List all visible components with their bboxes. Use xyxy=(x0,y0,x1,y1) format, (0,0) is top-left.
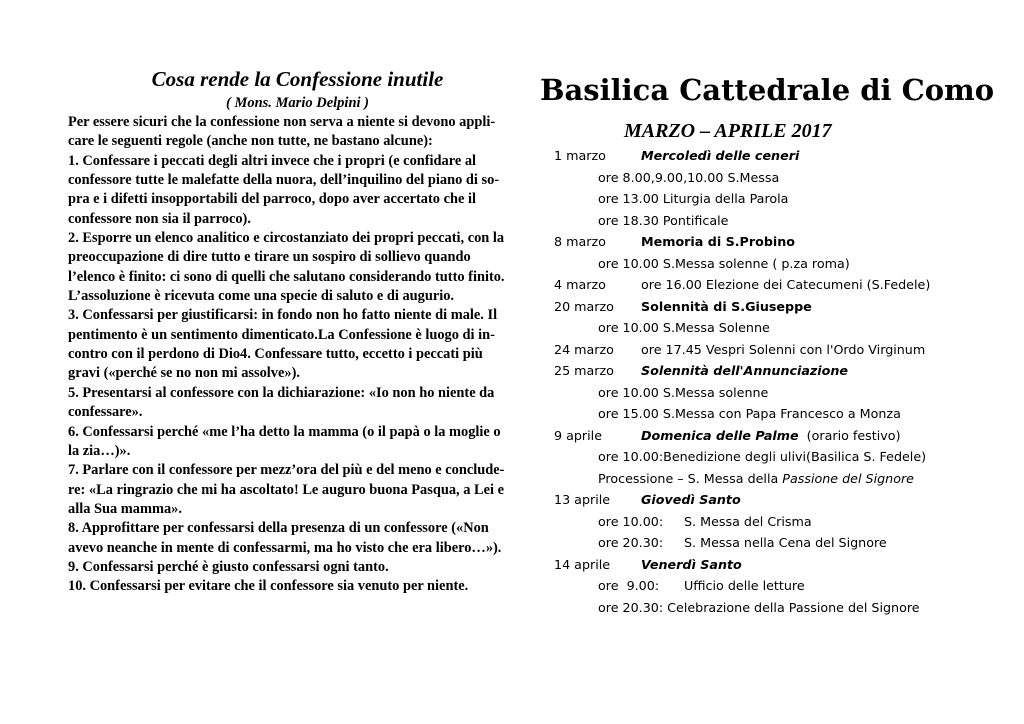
schedule-detail: ore 20.30: Celebrazione della Passione del Signore xyxy=(598,599,920,615)
schedule-desc: Ufficio delle letture xyxy=(684,578,805,593)
schedule-detail: ore 15.00 S.Messa con Papa Francesco a Monza xyxy=(598,406,901,421)
schedule-time: ore 20.30: xyxy=(598,535,664,550)
article-title: Cosa rende la Confessione inutile xyxy=(151,67,444,91)
schedule-event: Domenica delle Palme xyxy=(641,427,799,443)
schedule-row xyxy=(540,167,980,189)
schedule-event: Memoria di S.Probino xyxy=(641,234,796,249)
schedule-date: 25 marzo xyxy=(554,363,614,378)
schedule-detail: ore 10.00 S.Messa Solenne xyxy=(598,320,770,335)
schedule-date: 14 aprile xyxy=(554,556,611,572)
schedule-row xyxy=(540,532,980,554)
schedule-event: Mercoledì delle ceneri xyxy=(641,148,800,163)
schedule-row xyxy=(540,145,980,167)
schedule-row xyxy=(540,274,980,296)
schedule-row xyxy=(540,382,980,404)
schedule-event: Giovedì Santo xyxy=(641,492,741,507)
schedule-time: ore 10.00: xyxy=(598,513,664,529)
schedule-event-group xyxy=(641,425,901,447)
schedule-detail: ore 13.00 Liturgia della Parola xyxy=(598,191,789,206)
schedule-event: Solennità di S.Giuseppe xyxy=(641,298,812,314)
schedule-row xyxy=(540,210,980,232)
schedule-row xyxy=(540,403,980,425)
schedule-row xyxy=(540,296,980,318)
schedule-date: 9 aprile xyxy=(554,427,603,443)
schedule-row xyxy=(540,231,980,253)
article-author: ( Mons. Mario Delpini ) xyxy=(225,95,369,111)
article-body: Per essere sicuri che la confessione non serva a niente si devono appli- care le seguenti regole (anche non tutte, ne bastano alcune): 1. Confessare i peccati degli altri invece che i propri (e confidare al confessore tutte le malefatte della nuora, dell’inquilino del piano di so- pra e i difetti insopportabili del parroco, dopo aver accertato che il confessore non sia il parroco). 2. Esporre un elenco analitico e circostanziato dei propri peccati, con la preoccupazione di dire tutto e tirare un sospiro di sollievo quando l’elenco è finito: ci sono di quelli che salutano considerando tutto finito. L’assoluzione è ricevuta come una specie di saluto e di augurio. 3. Confessarsi per giustificarsi: in fondo non ho fatto niente di male. Il pentimento è un sentimento dimenticato.La Confessione è luogo di in- contro con il perdono di Dio4. Confessare tutto, eccetto i peccati più gravi («perché se no non mi assolve»). 5. Presentarsi al confessore con la dichiarazione: «Io non ho niente da confessare». 6. Confessarsi perché «me l’ha detto la mamma (o il papà o la moglie o la zia…)». 7. Parlare con il confessore per mezz’ora del più e del meno e conclude- re: «La ringrazio che mi ha ascoltato! Le auguro buona Pasqua, a Lei e alla Sua mamma». 8. Approfittare per confessarsi della presenza di un confessore («Non avevo neanche in mente di confessarmi, ma ho visto che era libero…»). 9. Confessarsi perché è giusto confessarsi ogni tanto. 10. Confessarsi per evitare che il confessore sia venuto per niente. xyxy=(68,114,505,595)
schedule-date: 13 aprile xyxy=(554,492,611,507)
schedule-row xyxy=(540,188,980,210)
schedule-detail: Processione – S. Messa della xyxy=(598,470,783,486)
schedule-row xyxy=(540,446,980,468)
schedule-detail: ore 8.00,9.00,10.00 S.Messa xyxy=(598,169,780,185)
schedule-row xyxy=(540,425,980,447)
schedule-desc: S. Messa del Crisma xyxy=(684,513,812,529)
schedule-row xyxy=(540,554,980,576)
schedule-row xyxy=(540,317,980,339)
schedule-row xyxy=(540,511,980,533)
schedule-date: 4 marzo xyxy=(554,277,606,292)
schedule-row xyxy=(540,339,980,361)
schedule-detail-italic: Passione del Signore xyxy=(782,470,914,486)
schedule-row xyxy=(540,489,980,511)
schedule-time: ore 9.00: xyxy=(598,578,660,593)
schedule-date: 1 marzo xyxy=(554,148,606,163)
schedule-date: 20 marzo xyxy=(554,298,614,314)
schedule-event: ore 16.00 Elezione dei Catecumeni (S.Fedele) xyxy=(641,277,931,292)
schedule-row xyxy=(540,597,980,619)
schedule-date: 24 marzo xyxy=(554,341,614,357)
schedule-detail-group xyxy=(598,468,914,490)
schedule-event: ore 17.45 Vespri Solenni con l'Ordo Virginum xyxy=(641,341,926,357)
schedule-desc: S. Messa nella Cena del Signore xyxy=(684,535,887,550)
schedule-detail: ore 10.00 S.Messa solenne ( p.za roma) xyxy=(598,255,850,271)
confession-article xyxy=(68,66,513,597)
schedule-row xyxy=(540,468,980,490)
schedule-list xyxy=(540,145,980,618)
period-heading: MARZO – APRILE 2017 xyxy=(624,120,832,142)
schedule-row xyxy=(540,360,980,382)
schedule-section xyxy=(540,70,995,618)
schedule-row xyxy=(540,253,980,275)
schedule-detail: ore 10.00:Benedizione degli ulivi(Basilica S. Fedele) xyxy=(598,449,927,464)
schedule-detail: ore 18.30 Pontificale xyxy=(598,212,729,228)
schedule-event: Venerdì Santo xyxy=(641,556,742,572)
schedule-date: 8 marzo xyxy=(554,234,606,249)
schedule-row xyxy=(540,575,980,597)
schedule-detail: ore 10.00 S.Messa solenne xyxy=(598,384,769,400)
schedule-event: Solennità dell'Annunciazione xyxy=(641,363,849,378)
church-title: Basilica Cattedrale di Como xyxy=(540,73,995,107)
schedule-note: (orario festivo) xyxy=(806,427,901,443)
